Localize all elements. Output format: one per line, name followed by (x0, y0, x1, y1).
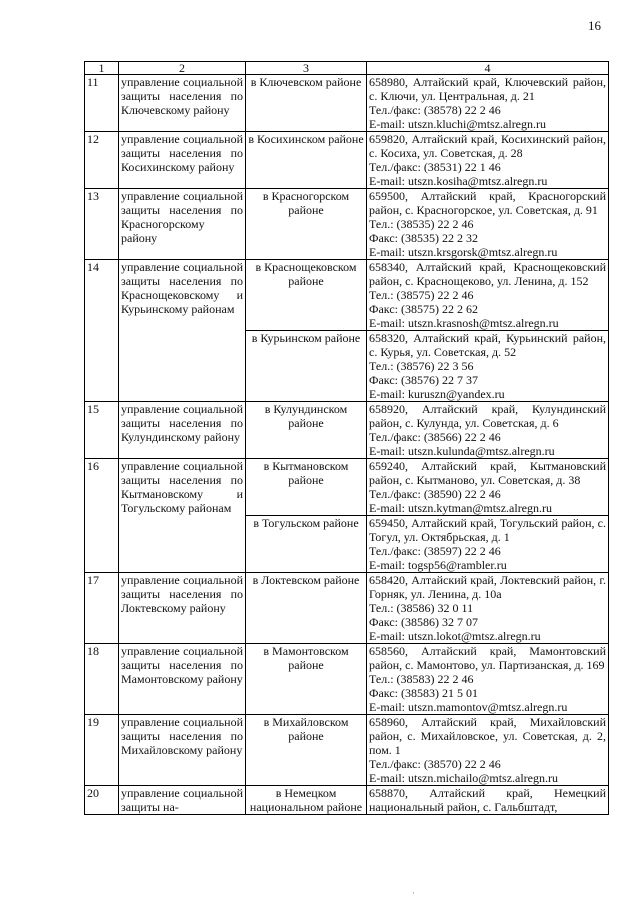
email-line[interactable]: E-mail: utszn.kulunda@mtsz.alregn.ru (369, 444, 555, 458)
phone-fax-line: Тел.: (38586) 32 0 11 (369, 601, 474, 615)
organization-name: управление социальной защиты населения по Мамонтовскому району (119, 644, 246, 715)
address-line: 658340, Алтайский край, Краснощековский район, с. Краснощеково, ул. Ленина, д. 152 (369, 260, 606, 288)
phone-fax-line: Тел.: (38575) 22 2 46 (369, 288, 474, 302)
phone-fax-line: Факс: (38586) 32 7 07 (369, 615, 478, 629)
row-number: 19 (85, 715, 119, 786)
email-line[interactable]: E-mail: utszn.kosiha@mtsz.alregn.ru (369, 174, 548, 188)
table-row (85, 573, 609, 644)
row-number: 12 (85, 132, 119, 189)
address-line: 659500, Алтайский край, Красногорский район, с. Красногорское, ул. Советская, д. 91 (369, 189, 606, 217)
column-header-number: 1 (85, 62, 119, 75)
contact-details (367, 260, 609, 331)
phone-fax-line: Тел.: (38583) 22 2 46 (369, 672, 474, 686)
table-row (85, 402, 609, 459)
district-name: в Тогульском районе (246, 516, 367, 573)
table-header-row (85, 62, 609, 75)
address-line: 658870, Алтайский край, Немецкий национальный район, с. Гальбштадт, (369, 786, 606, 814)
phone-fax-line: Факс: (38576) 22 7 37 (369, 373, 478, 387)
column-header-contacts: 4 (367, 62, 609, 75)
offices-table (84, 61, 609, 815)
organization-name: управление социальной защиты населения по Кытмановскому и Тогульскому районам (119, 459, 246, 573)
contact-details (367, 189, 609, 260)
phone-fax-line: Тел./факс: (38597) 22 2 46 (369, 544, 501, 558)
phone-fax-line: Тел./факс: (38566) 22 2 46 (369, 430, 501, 444)
email-line[interactable]: E-mail: utszn.krasnosh@mtsz.alregn.ru (369, 316, 559, 330)
organization-name: управление социальной защиты на- (119, 786, 246, 815)
address-line: 659820, Алтайский край, Косихинский район, с. Косиха, ул. Советская, д. 28 (369, 132, 606, 160)
contact-details (367, 132, 609, 189)
address-line: 659450, Алтайский край, Тогульский район, с. Тогул, ул. Октябрьская, д. 1 (369, 516, 606, 544)
offices-table-body (85, 62, 609, 815)
table-row (85, 189, 609, 260)
table-row (85, 132, 609, 189)
contact-details (367, 644, 609, 715)
district-name: в Косихинском районе (246, 132, 367, 189)
phone-fax-line: Тел.: (38535) 22 2 46 (369, 217, 474, 231)
table-row (85, 715, 609, 786)
organization-name: управление социальной защиты населения по Косихинскому району (119, 132, 246, 189)
row-number: 16 (85, 459, 119, 573)
row-number: 17 (85, 573, 119, 644)
row-number: 14 (85, 260, 119, 402)
phone-fax-line: Тел./факс: (38578) 22 2 46 (369, 103, 501, 117)
email-line[interactable]: E-mail: togsp56@rambler.ru (369, 558, 507, 572)
phone-fax-line: Факс: (38575) 22 2 62 (369, 302, 478, 316)
address-line: 658920, Алтайский край, Кулундинский район, с. Кулунда, ул. Советская, д. 6 (369, 402, 606, 430)
address-line: 659240, Алтайский край, Кытмановский район, с. Кытманово, ул. Советская, д. 38 (369, 459, 606, 487)
address-line: 658980, Алтайский край, Ключевский район, с. Ключи, ул. Центральная, д. 21 (369, 75, 606, 103)
page-number: 16 (588, 18, 601, 33)
contact-details (367, 402, 609, 459)
district-name: в Курьинском районе (246, 331, 367, 402)
table-row (85, 459, 609, 516)
email-line[interactable]: E-mail: kuruszn@yandex.ru (369, 387, 505, 401)
organization-name: управление социальной защиты населения по Ключевскому району (119, 75, 246, 132)
contact-details (367, 573, 609, 644)
contact-details (367, 516, 609, 573)
organization-name: управление социальной защиты населения по Краснощековскому и Курьинскому районам (119, 260, 246, 402)
district-name: в Кытмановском районе (246, 459, 367, 516)
email-line[interactable]: E-mail: utszn.krsgorsk@mtsz.alregn.ru (369, 245, 558, 259)
contact-details (367, 715, 609, 786)
phone-fax-line: Тел./факс: (38570) 22 2 46 (369, 757, 501, 771)
contact-details (367, 331, 609, 402)
phone-fax-line: Факс: (38535) 22 2 32 (369, 231, 478, 245)
address-line: 658320, Алтайский край, Курьинский район, с. Курья, ул. Советская, д. 52 (369, 331, 606, 359)
contact-details (367, 459, 609, 516)
email-line[interactable]: E-mail: utszn.michailo@mtsz.alregn.ru (369, 771, 558, 785)
address-line: 658420, Алтайский край, Локтевский район, г. Горняк, ул. Ленина, д. 10а (369, 573, 606, 601)
district-name: в Немецком национальном районе (246, 786, 367, 815)
row-number: 15 (85, 402, 119, 459)
row-number: 11 (85, 75, 119, 132)
phone-fax-line: Тел./факс: (38531) 22 1 46 (369, 160, 501, 174)
table-row (85, 260, 609, 331)
district-name: в Михайловском районе (246, 715, 367, 786)
organization-name: управление социальной защиты населения по Красногорскому району (119, 189, 246, 260)
organization-name: управление социальной защиты населения по Михайловскому району (119, 715, 246, 786)
contact-details (367, 75, 609, 132)
email-line[interactable]: E-mail: utszn.lokot@mtsz.alregn.ru (369, 629, 541, 643)
column-header-district: 3 (246, 62, 367, 75)
email-line[interactable]: E-mail: utszn.kytman@mtsz.alregn.ru (369, 501, 553, 515)
phone-fax-line: Тел./факс: (38590) 22 2 46 (369, 487, 501, 501)
district-name: в Краснощековском районе (246, 260, 367, 331)
table-row (85, 75, 609, 132)
column-header-organization: 2 (119, 62, 246, 75)
table-row (85, 644, 609, 715)
scan-speck: · (412, 889, 415, 898)
email-line[interactable]: E-mail: utszn.mamontov@mtsz.alregn.ru (369, 700, 568, 714)
email-line[interactable]: E-mail: utszn.kluchi@mtsz.alregn.ru (369, 117, 547, 131)
address-line: 658960, Алтайский край, Михайловский район, с. Михайловское, ул. Советская, д. 2, пом. 1 (369, 715, 606, 757)
row-number: 13 (85, 189, 119, 260)
district-name: в Красногорском районе (246, 189, 367, 260)
district-name: в Ключевском районе (246, 75, 367, 132)
row-number: 20 (85, 786, 119, 815)
district-name: в Мамонтовском районе (246, 644, 367, 715)
district-name: в Локтевском районе (246, 573, 367, 644)
row-number: 18 (85, 644, 119, 715)
phone-fax-line: Тел.: (38576) 22 3 56 (369, 359, 474, 373)
contact-details (367, 786, 609, 815)
district-name: в Кулундинском районе (246, 402, 367, 459)
phone-fax-line: Факс: (38583) 21 5 01 (369, 686, 478, 700)
address-line: 658560, Алтайский край, Мамонтовский район, с. Мамонтово, ул. Партизанская, д. 169 (369, 644, 606, 672)
organization-name: управление социальной защиты населения по Локтевскому району (119, 573, 246, 644)
table-row (85, 786, 609, 815)
organization-name: управление социальной защиты населения по Кулундинскому району (119, 402, 246, 459)
